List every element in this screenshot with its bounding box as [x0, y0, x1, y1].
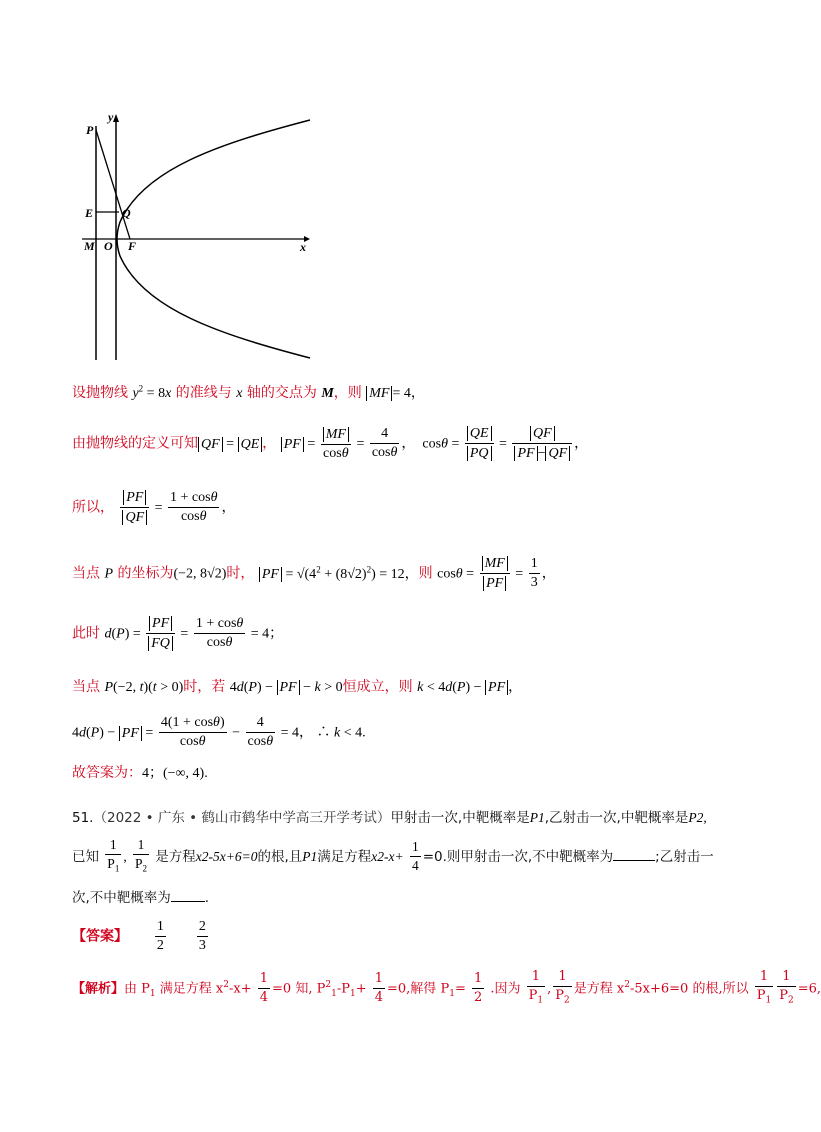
label-x: x	[300, 240, 306, 254]
analysis-label: 【解析】	[72, 981, 125, 997]
label-y: y	[108, 110, 114, 124]
question-51-line-1: 51.（2022 • 广东 • 鹤山市鹤华中学高三开学考试）甲射击一次,中靶概率是P1,乙射击一次,中靶概率是P2,	[72, 810, 707, 826]
solution-line-5: 此时 d(P) = $\frac{PF}{FQ}$ = $\frac{1 + \cos\theta}{\cos\theta}$ = 4；	[72, 616, 284, 651]
label-m: M	[84, 239, 95, 253]
solution-line-3: 所以， $\frac{PF}{QF}$ = $\frac{1 + \cos\theta}{\cos\theta}$ ，	[72, 490, 236, 525]
solution-line-2: 由抛物线的定义可知 QF = QE ， PF = $\frac{MF}{\cos\theta}$ = $\frac{4}{\cos\theta}$ ， cosθ = $\frac{QE}{PQ}$ = $\frac{QF}{PF - QF}$ ，	[72, 426, 589, 461]
solution-line-7: 4d(P) − PF = $\frac{4(1 + \cos\theta)}{\cos\theta}$ − $\frac{4}{\cos\theta}$ = 4， ∴ k < 4.	[72, 715, 366, 749]
label-p: P	[86, 123, 94, 137]
question-51-line-3: 次,不中靶概率为 .	[72, 890, 210, 906]
blank-1	[613, 860, 655, 861]
solution-line-4: 当点 P 的坐标为(−2, 8√2)时， PF = $√(4^2 + (8√2)^2) = 12$，则 cosθ = $\frac{MF}{PF}$ = $\frac{1}{3}$ ，	[72, 556, 556, 591]
solution-line-8: 故答案为：4；(−∞, 4).	[72, 765, 208, 781]
answer-line: 【答案】 $\frac{1}{2}$ $\frac{2}{3}$	[72, 919, 206, 953]
label-f: F	[128, 239, 137, 253]
label-e: E	[85, 206, 94, 220]
question-51-line-2: 已知 $\frac{1}{P_1}$ , $\frac{1}{P_2}$ 是方程x2-5x+6=0的根,且P1满足方程x2-x+ $\frac{1}{4}$ =0.则甲射击一次,不中靶概率为 ;乙射击一	[72, 837, 714, 874]
line-pf	[96, 130, 130, 239]
label-o: O	[104, 239, 113, 253]
blank-2	[171, 901, 205, 902]
answer-label: 【答案】	[72, 928, 128, 945]
parabola-figure	[72, 108, 332, 368]
question-source: （2022 • 广东 • 鹤山市鹤华中学高三开学考试）	[93, 810, 391, 826]
solution-line-6: 当点 P(−2, t)(t > 0)时，若 4d(P) − PF − k > 0恒成立，则 k < 4d(P) − PF ，	[72, 679, 523, 695]
label-q: Q	[122, 206, 131, 220]
solution-line-1: 设抛物线 $y^2 = 8x$ 的准线与 x 轴的交点为 M，则 MF = 4，	[72, 383, 425, 401]
analysis-line: 【解析】由 $P_1$ 满足方程 $x^2-x+$ $\frac{1}{4}$ =0 知, $P^2_1-P_1+$ $\frac{1}{4}$ =0,解得 $P_1=$ $\frac{1}{2}$ .因为 $\frac{1}{P_1}$ , $\frac{1}{P_2}$ 是方程 $x^2-5x+6=0$ 的根,所以 $\frac{1}{P_1}$ $\frac{1}{P_2}$ =6,	[72, 969, 821, 1006]
